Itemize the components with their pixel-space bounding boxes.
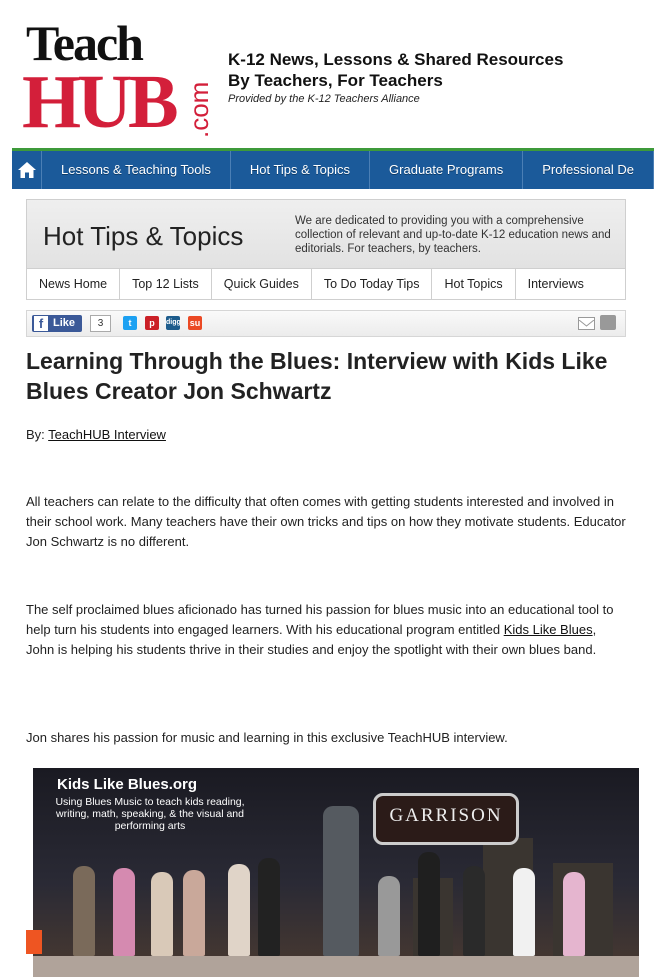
pinterest-icon[interactable]: p: [145, 316, 159, 330]
section-header-box: [26, 199, 626, 300]
site-header: [0, 0, 654, 148]
subnav-quick-guides[interactable]: Quick Guides: [212, 269, 312, 299]
performer: [183, 870, 205, 956]
tagline-line1: K-12 News, Lessons & Shared Resources: [228, 50, 564, 69]
tagline-line2: By Teachers, For Teachers: [228, 71, 443, 90]
stumbleupon-icon[interactable]: su: [189, 318, 201, 328]
stage-floor: [33, 956, 639, 977]
home-icon: [17, 161, 37, 179]
article-title: Learning Through the Blues: Interview with Kids Like Blues Creator Jon Schwartz: [26, 348, 608, 404]
performer: [228, 864, 250, 956]
article-paragraph-1: All teachers can relate to the difficulty that often comes with getting students interested and involved in their school work. Many teachers have their own tricks and tips on how they motivate students. Educator Jon Schwartz is no different.: [26, 494, 626, 549]
section-title: Hot Tips & Topics: [43, 221, 244, 251]
performer: [513, 868, 535, 956]
facebook-like-button[interactable]: [32, 315, 82, 332]
feedback-tab[interactable]: [26, 930, 42, 954]
performer: [258, 858, 280, 956]
print-icon[interactable]: [600, 315, 616, 330]
video-caption: Using Blues Music to teach kids reading, writing, math, speaking, & the visual and performing arts: [55, 796, 245, 832]
subnav-news-home[interactable]: News Home: [27, 269, 120, 299]
section-description: We are dedicated to providing you with a comprehensive collection of relevant and up-to-date K-12 education news and editorials. For teachers, by teachers.: [295, 215, 611, 255]
logo-hub-text: HUB: [22, 60, 175, 144]
video-player[interactable]: [33, 768, 639, 977]
performer: [151, 872, 173, 956]
guitarist: [323, 806, 359, 956]
article-paragraph-3: Jon shares his passion for music and learning in this exclusive TeachHUB interview.: [26, 730, 508, 745]
nav-home-button[interactable]: [12, 151, 42, 189]
performer: [113, 868, 135, 956]
kids-like-blues-link[interactable]: Kids Like Blues: [503, 622, 593, 637]
facebook-icon: f: [34, 316, 48, 331]
article-byline: [26, 427, 166, 442]
subnav-interviews[interactable]: Interviews: [527, 277, 584, 291]
byline-prefix: By:: [26, 427, 49, 442]
nav-item-professional-development[interactable]: Professional De: [523, 151, 654, 189]
like-label: Like: [53, 317, 76, 329]
teachhub-logo[interactable]: [22, 15, 214, 144]
video-title: Kids Like Blues.org: [57, 776, 198, 793]
main-nav: [12, 148, 654, 189]
performer: [563, 872, 585, 956]
email-icon[interactable]: [578, 317, 595, 330]
logo-com-text: .com: [184, 81, 214, 138]
performer: [73, 866, 95, 956]
garrison-sign: GARRISON: [373, 793, 519, 845]
section-banner: [27, 200, 625, 269]
logo-teach-text: Teach: [26, 15, 142, 71]
share-bar: [26, 310, 626, 337]
article-paragraph-2: [26, 600, 626, 660]
nav-item-hot-tips[interactable]: Hot Tips & Topics: [231, 151, 370, 189]
author-link[interactable]: TeachHUB Interview: [48, 427, 166, 442]
provided-by-text: Provided by the K-12 Teachers Alliance: [228, 93, 420, 105]
nav-item-graduate-programs[interactable]: Graduate Programs: [370, 151, 523, 189]
subnav-hot-topics[interactable]: Hot Topics: [432, 269, 515, 299]
like-count: 3: [90, 315, 111, 332]
para2-text-after: , John is helping his students thrive in their studies and enjoy the spotlight with their own blues band.: [26, 622, 597, 657]
twitter-icon[interactable]: t: [123, 316, 137, 330]
performer: [378, 876, 400, 956]
digg-icon[interactable]: digg: [166, 316, 180, 330]
subnav-top-12-lists[interactable]: Top 12 Lists: [120, 269, 212, 299]
performer: [418, 852, 440, 956]
performer: [463, 866, 485, 956]
section-subnav: [27, 269, 625, 299]
nav-item-lessons[interactable]: Lessons & Teaching Tools: [42, 151, 231, 189]
subnav-to-do-today-tips[interactable]: To Do Today Tips: [312, 269, 433, 299]
para2-text-before: The self proclaimed blues aficionado has turned his passion for blues music into an educational tool to help turn his students into engaged learners. With his educational program entitled: [26, 602, 614, 637]
